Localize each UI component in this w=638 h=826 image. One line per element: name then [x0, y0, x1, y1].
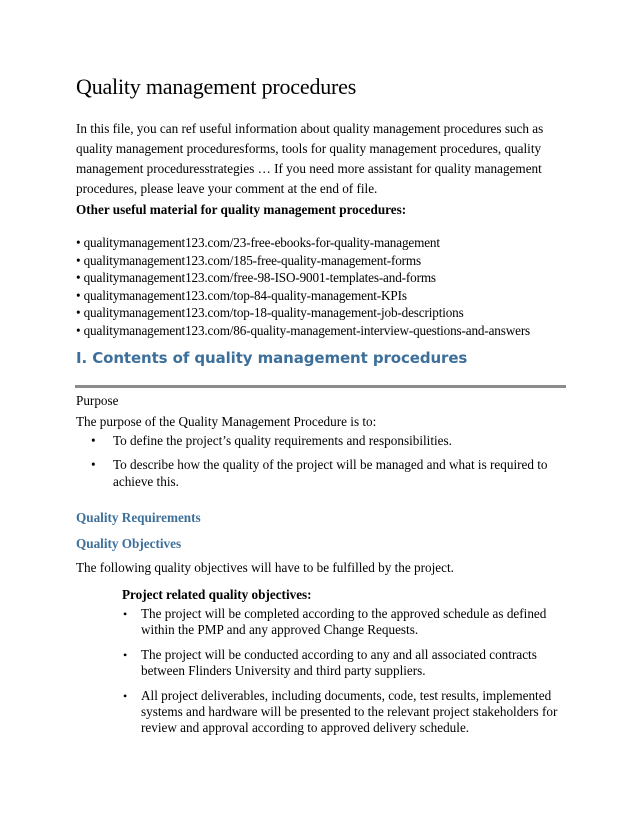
purpose-list — [76, 432, 556, 497]
section-divider — [75, 385, 566, 388]
quality-objectives-heading: Quality Objectives — [76, 536, 182, 551]
purpose-label: Purpose — [76, 393, 119, 408]
list-item — [122, 606, 566, 638]
resource-link[interactable]: • qualitymanagement123.com/free-98-ISO-9001-templates-and-forms — [76, 270, 436, 286]
list-item-text: The project will be conducted according to any and all associated contracts between Flinders University and third party suppliers. — [141, 647, 537, 678]
quality-requirements-heading: Quality Requirements — [76, 510, 201, 525]
list-item-text: To describe how the quality of the project will be managed and what is required to achieve this. — [113, 457, 548, 489]
bullet-icon: • — [123, 607, 128, 621]
bullet-icon: • — [123, 648, 128, 662]
bullet-icon: • — [91, 433, 96, 448]
bullet-icon: • — [123, 689, 128, 703]
resource-link[interactable]: • qualitymanagement123.com/23-free-ebooks-for-quality-management — [76, 235, 440, 250]
objectives-intro: The following quality objectives will have to be fulfilled by the project. — [76, 560, 454, 575]
list-item — [122, 688, 566, 736]
list-item-text: The project will be completed according to the approved schedule as defined within the PMP and any approved Change Requests. — [141, 606, 547, 637]
list-item-text: To define the project’s quality requirements and responsibilities. — [113, 433, 452, 448]
purpose-intro: The purpose of the Quality Management Procedure is to: — [76, 414, 377, 429]
resource-link[interactable]: • qualitymanagement123.com/top-18-quality-management-job-descriptions — [76, 305, 464, 321]
bullet-icon: • — [91, 457, 96, 472]
list-item — [76, 432, 556, 449]
document-title: Quality management procedures — [76, 74, 357, 99]
project-objectives-list — [122, 606, 566, 745]
list-item-text: All project deliverables, including documents, code, test results, implemented systems and hardware will be presented to the relevant project stakeholders for review and approval according to approved delivery schedule. — [141, 688, 558, 735]
list-item — [76, 456, 556, 490]
list-item — [122, 647, 566, 679]
intro-paragraph: In this file, you can ref useful information about quality management procedures such as quality management proceduresforms, tools for quality management procedures, quality management proceduresstrategies … If you need more assistant for quality management procedures, please leave your comment at the end of file. — [76, 121, 544, 196]
resource-link-list — [76, 234, 530, 340]
project-objectives-heading: Project related quality objectives: — [122, 587, 312, 602]
section-heading: I. Contents of quality management procedures — [76, 349, 468, 367]
other-material-heading: Other useful material for quality management procedures: — [76, 202, 407, 217]
resource-link[interactable]: • qualitymanagement123.com/top-84-quality-management-KPIs — [76, 287, 407, 303]
resource-link[interactable]: • qualitymanagement123.com/86-quality-management-interview-questions-and-answers — [76, 322, 531, 338]
resource-link[interactable]: • qualitymanagement123.com/185-free-quality-management-forms — [76, 252, 421, 268]
